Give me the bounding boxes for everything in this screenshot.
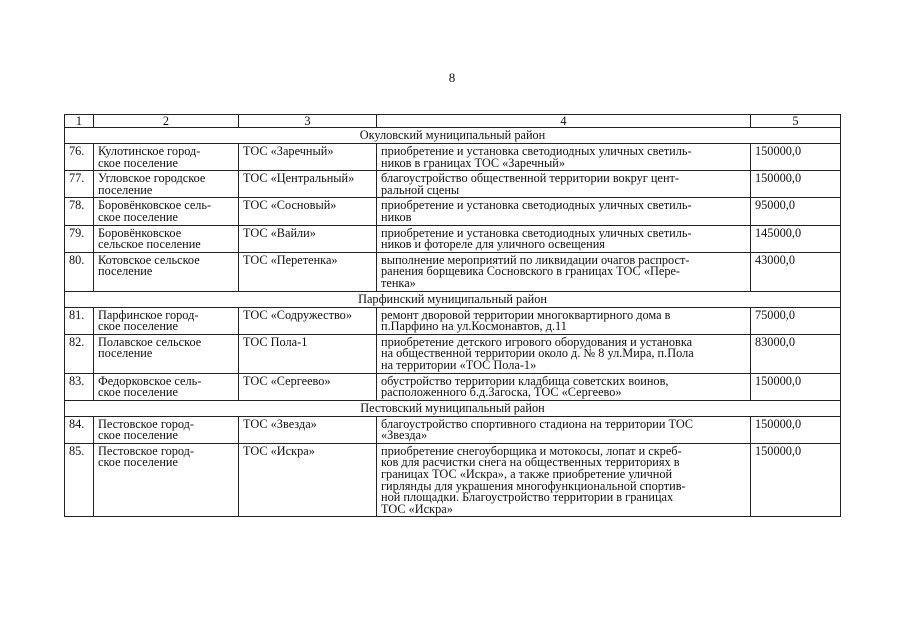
table-row	[65, 443, 841, 517]
table-row	[65, 171, 841, 198]
row-number: 83.	[69, 373, 85, 388]
row-number: 85.	[69, 443, 85, 458]
header-cell-amount: 5	[751, 115, 841, 128]
tos-name: ТОС «Искра»	[243, 443, 315, 458]
funding-amount-cell	[751, 171, 841, 198]
header-cell-tos: 3	[239, 115, 377, 128]
row-number: 77.	[69, 171, 85, 186]
funding-amount: 150000,0	[755, 416, 802, 431]
table-row	[65, 198, 841, 225]
tos-name: ТОС «Звезда»	[243, 416, 317, 431]
activity-description: выполнение мероприятий по ликвидации очагов распрост- ранения борщевика Сосновского в границах ТОС «Пере- тенка»	[381, 252, 690, 290]
table-header-row	[65, 115, 841, 128]
section-header-row	[65, 291, 841, 307]
activity-description: приобретение и установка светодиодных уличных светиль- ников и фотореле для уличного освещения	[381, 225, 692, 252]
tos-name-cell	[239, 416, 377, 443]
table-row	[65, 307, 841, 334]
funding-amount-cell	[751, 144, 841, 171]
funding-amount: 145000,0	[755, 225, 802, 240]
settlement-name-cell	[94, 198, 239, 225]
settlement-name-cell	[94, 144, 239, 171]
row-number: 78.	[69, 198, 85, 213]
funding-amount-cell	[751, 334, 841, 373]
row-number-cell	[65, 252, 94, 291]
tos-name: ТОС «Центральный»	[243, 171, 355, 186]
tos-name-cell	[239, 443, 377, 517]
funding-amount: 150000,0	[755, 373, 802, 388]
funding-amount: 83000,0	[755, 334, 795, 349]
tos-name: ТОС «Перетенка»	[243, 252, 338, 267]
funding-amount: 150000,0	[755, 171, 802, 186]
row-number: 80.	[69, 252, 85, 267]
row-number-cell	[65, 334, 94, 373]
tos-name: ТОС «Сергеево»	[243, 373, 331, 388]
table-row	[65, 416, 841, 443]
row-number-cell	[65, 144, 94, 171]
table-row	[65, 225, 841, 252]
settlement-name: Полавское сельское поселение	[98, 334, 202, 361]
settlement-name: Федорковское сель- ское поселение	[98, 373, 202, 400]
row-number: 82.	[69, 334, 85, 349]
row-number-cell	[65, 373, 94, 400]
funding-amount-cell	[751, 373, 841, 400]
funding-amount: 150000,0	[755, 443, 802, 458]
section-header-row	[65, 128, 841, 144]
activity-description-cell	[377, 198, 751, 225]
row-number-cell	[65, 225, 94, 252]
settlement-name-cell	[94, 171, 239, 198]
funding-amount-cell	[751, 416, 841, 443]
settlement-name: Кулотинское город- ское поселение	[98, 144, 201, 170]
settlement-name-cell	[94, 307, 239, 334]
row-number: 81.	[69, 307, 85, 322]
settlement-name-cell	[94, 443, 239, 517]
settlement-name-cell	[94, 252, 239, 291]
funding-amount: 43000,0	[755, 252, 795, 267]
activity-description-cell	[377, 252, 751, 291]
funding-amount: 150000,0	[755, 144, 802, 158]
section-header-row	[65, 400, 841, 416]
row-number-cell	[65, 198, 94, 225]
activity-description-cell	[377, 144, 751, 171]
funding-amount-cell	[751, 307, 841, 334]
row-number: 79.	[69, 225, 85, 240]
row-number-cell	[65, 171, 94, 198]
activity-description-cell	[377, 443, 751, 517]
funding-amount-cell	[751, 225, 841, 252]
tos-name-cell	[239, 307, 377, 334]
activity-description-cell	[377, 373, 751, 400]
funding-amount-cell	[751, 443, 841, 517]
settlement-name-cell	[94, 416, 239, 443]
table-row	[65, 373, 841, 400]
funding-amount: 95000,0	[755, 198, 795, 213]
settlement-name: Угловское городское поселение	[98, 171, 206, 197]
district-title: Парфинский муниципальный район	[65, 291, 841, 307]
tos-name-cell	[239, 252, 377, 291]
activity-description: обустройство территории кладбища советских воинов, расположенного б.д.Загоска, ТОС «Сергеево»	[381, 373, 669, 400]
activity-description-cell	[377, 416, 751, 443]
settlement-name-cell	[94, 334, 239, 373]
settlement-name-cell	[94, 225, 239, 252]
settlement-name: Пестовское город- ское поселение	[98, 443, 195, 470]
row-number-cell	[65, 443, 94, 517]
row-number-cell	[65, 307, 94, 334]
funding-amount-cell	[751, 252, 841, 291]
tos-name-cell	[239, 225, 377, 252]
row-number-cell	[65, 416, 94, 443]
tos-name-cell	[239, 334, 377, 373]
tos-name: ТОС «Содружество»	[243, 307, 352, 322]
settlement-name: Котовское сельское поселение	[98, 252, 200, 279]
activity-description: ремонт дворовой территории многоквартирного дома в п.Парфино на ул.Космонавтов, д.11	[381, 307, 671, 334]
activity-description: приобретение и установка светодиодных уличных светиль- ников	[381, 198, 692, 224]
funding-table	[64, 114, 841, 517]
activity-description: приобретение и установка светодиодных уличных светиль- ников в границах ТОС «Заречный»	[381, 144, 692, 170]
header-cell-num: 1	[65, 115, 94, 128]
activity-description: благоустройство общественной территории вокруг цент- ральной сцены	[381, 171, 680, 197]
tos-name: ТОС Пола-1	[243, 334, 308, 349]
row-number: 84.	[69, 416, 85, 431]
district-title: Пестовский муниципальный район	[65, 400, 841, 416]
header-cell-activity: 4	[377, 115, 751, 128]
tos-name: ТОС «Заречный»	[243, 144, 334, 158]
activity-description-cell	[377, 171, 751, 198]
activity-description-cell	[377, 334, 751, 373]
header-cell-settlement: 2	[94, 115, 239, 128]
funding-amount: 75000,0	[755, 307, 795, 322]
settlement-name: Парфинское город- ское поселение	[98, 307, 199, 334]
activity-description: приобретение снегоуборщика и мотокосы, лопат и скреб- ков для расчистки снега на общественных территориях в границах ТОС «Искра», а также приобретение уличной гирлянды для украшения многофункциональной спортив- ной площадки. Благоустройство территории в границах ТОС «Искра»	[381, 443, 686, 516]
tos-name-cell	[239, 373, 377, 400]
tos-name: ТОС «Сосновый»	[243, 198, 337, 213]
row-number: 76.	[69, 144, 85, 158]
activity-description-cell	[377, 225, 751, 252]
tos-name: ТОС «Вайли»	[243, 225, 316, 240]
table-row	[65, 252, 841, 291]
settlement-name: Пестовское город- ское поселение	[98, 416, 195, 443]
activity-description: приобретение детского игрового оборудования и установка на общественной территории около д. № 8 ул.Мира, п.Пола на территории «ТОС Пола-1»	[381, 334, 694, 372]
table-row	[65, 144, 841, 171]
settlement-name: Боровёнковское сельское поселение	[98, 225, 201, 252]
settlement-name-cell	[94, 373, 239, 400]
funding-amount-cell	[751, 198, 841, 225]
page-number: 8	[448, 70, 456, 85]
tos-name-cell	[239, 171, 377, 198]
tos-name-cell	[239, 198, 377, 225]
tos-name-cell	[239, 144, 377, 171]
activity-description: благоустройство спортивного стадиона на территории ТОС «Звезда»	[381, 416, 694, 443]
activity-description-cell	[377, 307, 751, 334]
table-row	[65, 334, 841, 373]
settlement-name: Боровёнковское сель- ское поселение	[98, 198, 212, 224]
district-title: Окуловский муниципальный район	[65, 128, 841, 144]
